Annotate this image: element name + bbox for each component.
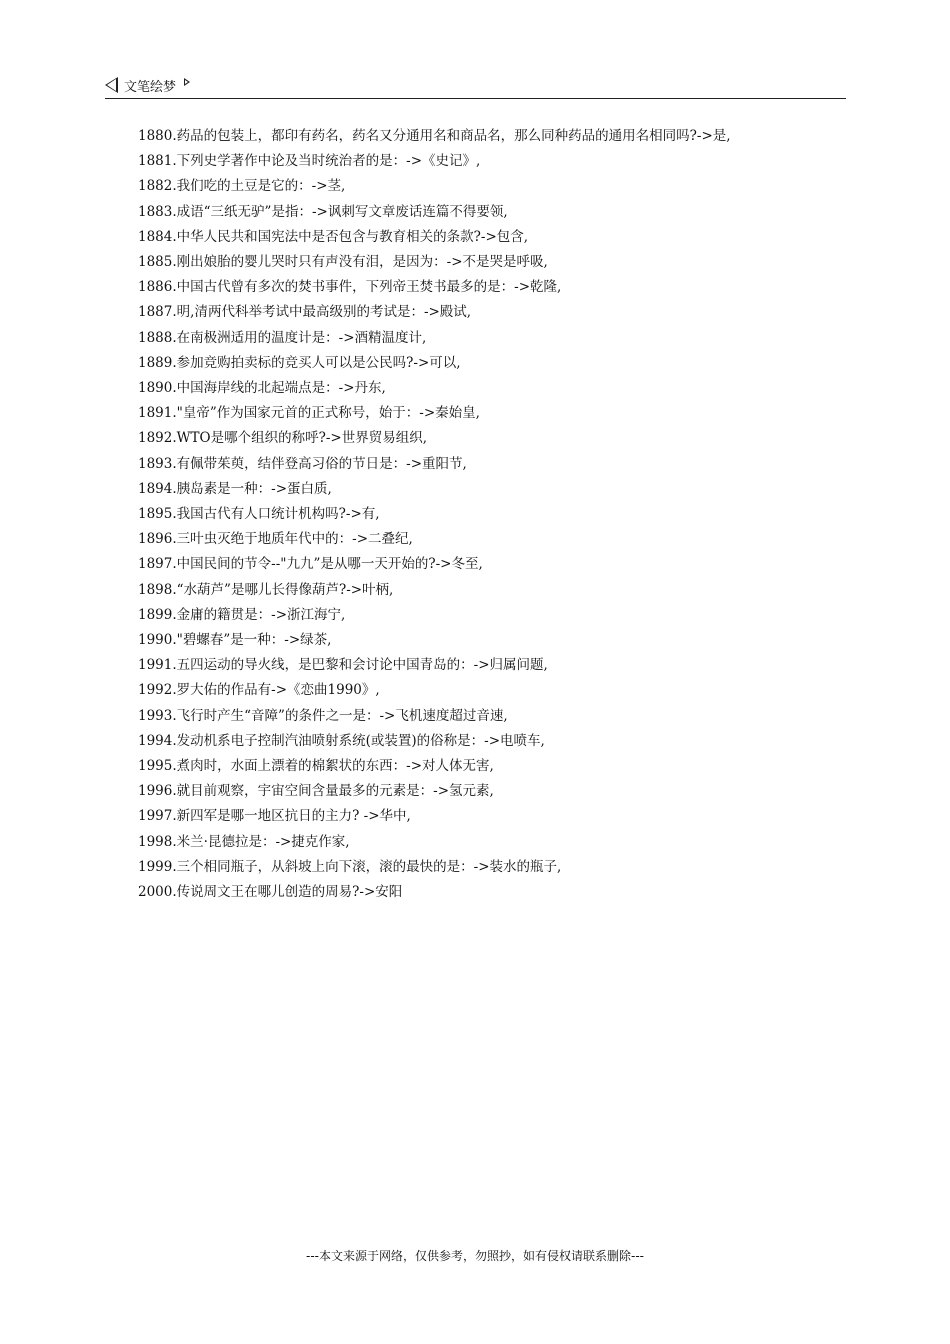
list-item: 1880.药品的包装上，都印有药名，药名又分通用名和商品名，那么同种药品的通用名相同吗?->是, (138, 128, 731, 144)
left-triangle-icon (105, 77, 118, 93)
list-item: 1998.米兰·昆德拉是：->捷克作家, (138, 833, 350, 850)
list-item: 1881.下列史学著作中论及当时统治者的是：->《史记》, (138, 153, 481, 170)
list-item: 1891."皇帝”作为国家元首的正式称号，始于：->秦始皇, (138, 405, 480, 422)
list-item: 1996.就目前观察，宇宙空间含量最多的元素是：->氢元素, (138, 783, 494, 800)
list-item: 1991.五四运动的导火线，是巴黎和会讨论中国青岛的：->归属问题, (138, 657, 548, 674)
list-item: 1893.有佩带茱萸，结伴登高习俗的节日是：->重阳节, (138, 455, 467, 472)
list-item: 1882.我们吃的土豆是它的：->茎, (138, 178, 346, 195)
list-item: 1887.明,清两代科举考试中最高级别的考试是：->殿试, (138, 304, 472, 321)
list-item: 1886.中国古代曾有多次的焚书事件，下列帝王焚书最多的是：->乾隆, (138, 279, 562, 296)
brand-logo (105, 74, 190, 96)
list-item: 2000.传说周文王在哪儿创造的周易?->安阳 (138, 884, 403, 901)
question-list (105, 124, 846, 905)
list-item: 1892.WTO是哪个组织的称呼?->世界贸易组织, (138, 430, 427, 447)
list-item: 1888.在南极洲适用的温度计是：->酒精温度计, (138, 329, 427, 346)
list-item: 1993.飞行时产生“音障”的条件之一是：->飞机速度超过音速, (138, 707, 508, 724)
list-item: 1885.刚出娘胎的婴儿哭时只有声没有泪，是因为：->不是哭是呼吸, (138, 254, 548, 271)
list-item: 1889.参加竞购拍卖标的竞买人可以是公民吗?->可以, (138, 354, 461, 371)
list-item: 1990."碧螺春”是一种：->绿茶, (138, 632, 332, 649)
list-item: 1894.胰岛素是一种：->蛋白质, (138, 480, 332, 497)
list-item: 1999.三个相同瓶子，从斜坡上向下滚，滚的最快的是：->装水的瓶子, (138, 858, 562, 875)
list-item: 1997.新四军是哪一地区抗日的主力? ->华中, (138, 808, 411, 825)
footer-disclaimer: ---本文来源于网络，仅供参考，勿照抄，如有侵权请联系删除--- (306, 1249, 644, 1263)
list-item: 1897.中国民间的节令--"九九”是从哪一天开始的?->冬至, (138, 556, 483, 573)
brand-name: 文笔绘梦 (124, 79, 177, 95)
list-item: 1883.成语“三纸无驴”是指：->讽刺写文章废话连篇不得要领, (138, 203, 508, 220)
list-item: 1898.“水葫芦”是哪儿长得像葫芦?->叶柄, (138, 581, 394, 598)
list-item: 1899.金庸的籍贯是：->浙江海宁, (138, 606, 346, 623)
list-item: 1896.三叶虫灭绝于地质年代中的：->二叠纪, (138, 531, 413, 548)
list-item: 1994.发动机系电子控制汽油喷射系统(或装置)的俗称是：->电喷车, (138, 732, 545, 749)
right-triangle-icon (184, 78, 190, 86)
list-item: 1890.中国海岸线的北起端点是：->丹东, (138, 380, 386, 397)
list-item: 1995.煮肉时，水面上漂着的棉絮状的东西：->对人体无害, (138, 758, 494, 775)
list-item: 1884.中华人民共和国宪法中是否包含与教育相关的条款?->包含, (138, 228, 529, 245)
page-header (105, 74, 846, 99)
list-item: 1895.我国古代有人口统计机构吗?->有, (138, 506, 380, 523)
list-item: 1992.罗大佑的作品有->《恋曲1990》, (138, 682, 380, 699)
